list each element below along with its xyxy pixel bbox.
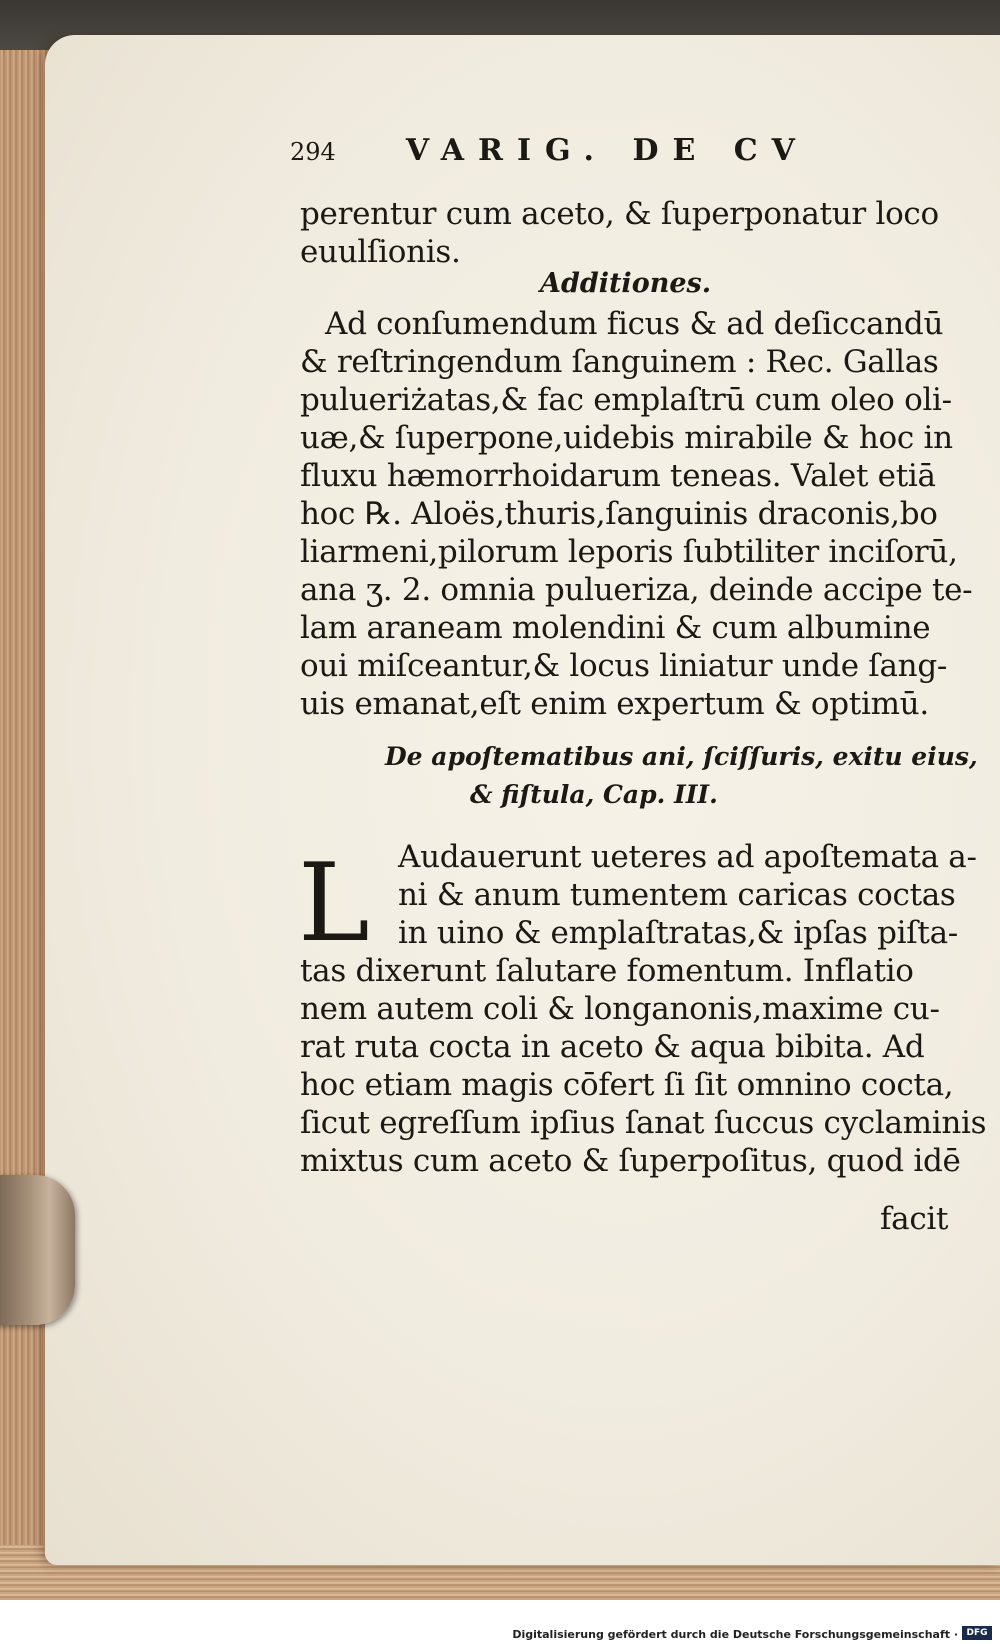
text-line: & reſtringendum ſanguinem : Rec. Gallas: [300, 344, 939, 380]
text-line: euulſionis.: [300, 234, 461, 270]
running-title: VARIG. DE CV: [405, 133, 809, 168]
page-number: 294: [290, 138, 336, 166]
text-line: uis emanat,eſt enim expertum & optimū.: [300, 686, 929, 722]
text-line: Ad conſumendum ficus & ad deſiccandū: [325, 306, 944, 342]
book-clip: [0, 1175, 75, 1325]
text-line: rat ruta cocta in aceto & aqua bibita. Ad: [300, 1029, 925, 1065]
text-line: pulueriżatas,& fac emplaſtrū cum oleo oli-: [300, 382, 952, 418]
text-line: mixtus cum aceto & ſuperpoſitus, quod idē: [300, 1143, 961, 1179]
text-line: ana ʒ. 2. omnia pulueriza, deinde accipe te-: [300, 572, 973, 608]
text-line: hoc ℞. Aloës,thuris,ſanguinis draconis,bo: [300, 496, 938, 532]
footer-credit: Digitalisierung gefördert durch die Deutsche Forschungsgemeinschaft ·: [512, 1628, 958, 1641]
drop-capital: L: [298, 841, 370, 966]
text-line: ni & anum tumentem caricas coctas: [398, 877, 956, 913]
text-line: in uino & emplaſtratas,& ipſas piſta-: [398, 915, 958, 951]
text-line: hoc etiam magis cōfert ſi ſit omnino cocta,: [300, 1067, 954, 1103]
running-head: [290, 133, 890, 168]
dfg-logo: DFG: [962, 1626, 992, 1640]
text-line: tas dixerunt ſalutare fomentum. Inflatio: [300, 953, 914, 989]
text-line: uæ,& ſuperpone,uidebis mirabile & hoc in: [300, 420, 953, 456]
text-line: oui miſceantur,& locus liniatur unde ſang-: [300, 648, 948, 684]
text-line: lam araneam molendini & cum albumine: [300, 610, 931, 646]
text-line: fluxu hæmorrhoidarum teneas. Valet etiā: [300, 458, 936, 494]
catchword: facit: [880, 1201, 949, 1237]
text-line: Audauerunt ueteres ad apoſtemata a-: [398, 839, 977, 875]
text-line: nem autem coli & longanonis,maxime cu-: [300, 991, 940, 1027]
section-heading: Additiones.: [540, 268, 712, 299]
text-line: ſicut egreſſum ipſius ſanat ſuccus cyclaminis: [300, 1105, 987, 1141]
text-line: perentur cum aceto, & ſuperponatur loco: [300, 196, 939, 232]
chapter-heading-line-2: & fiſtula, Cap. III.: [470, 780, 718, 809]
text-line: liarmeni,pilorum leporis ſubtiliter inciſorū,: [300, 534, 958, 570]
chapter-heading-line-1: De apoſtematibus ani, ſciſſuris, exitu eius,: [385, 742, 978, 771]
